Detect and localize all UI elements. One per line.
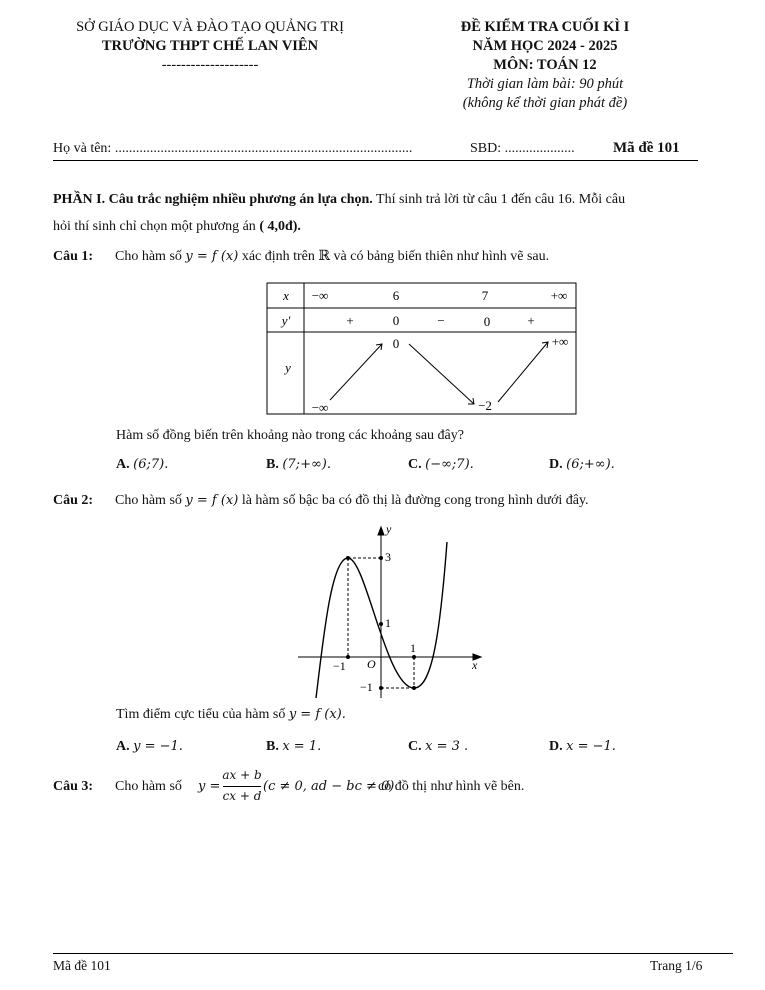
school-year: NĂM HỌC 2024 - 2025: [472, 38, 618, 54]
vt-arrow-up-1: [330, 344, 382, 400]
vt-arrow-down: [409, 344, 474, 404]
vt-y-neg-inf: −∞: [311, 400, 329, 415]
q2-text-cont: là hàm số bậc ba có đồ thị là đường cong trong hình dưới đây.: [238, 493, 589, 508]
part1-intro: [53, 190, 625, 210]
student-line-rule: [53, 160, 698, 161]
footer-exam-code: Mã đề 101: [53, 958, 111, 973]
q2-option-d[interactable]: D. x = −1.: [549, 739, 616, 754]
footer-page-number: Trang 1/6: [650, 958, 703, 973]
graph-label-x1: 1: [410, 641, 416, 655]
q2-number: Câu 2:: [53, 493, 94, 508]
part1-title: PHẦN I. Câu trắc nghiệm nhiều phương án lựa chọn.: [53, 192, 373, 207]
q1-stem: [53, 247, 549, 267]
vt-x-pos-inf: +∞: [550, 288, 568, 303]
q3-denominator: cx + d: [222, 789, 262, 803]
q1-option-b[interactable]: B. (7;+∞).: [266, 457, 331, 472]
q3-text-cont: có đồ thị như hình vẽ bên.: [378, 779, 525, 794]
q3-number-wrap: [53, 779, 115, 795]
vt-yp-zero-2: 0: [483, 314, 491, 329]
q2-stem: [53, 491, 589, 511]
vt-yp-sign-3: +: [527, 313, 535, 328]
vt-y-min: −2: [478, 398, 492, 413]
vt-y-pos-inf: +∞: [551, 334, 569, 349]
subject: MÔN: TOÁN 12: [493, 57, 597, 73]
part1-intro-line2: [53, 217, 301, 237]
exam-title: ĐỀ KIỂM TRA CUỐI KÌ I: [460, 19, 630, 35]
graph-x-label: x: [472, 658, 478, 672]
graph-label-xneg1: −1: [333, 659, 346, 673]
q3-y-equals: y =: [198, 779, 221, 794]
vt-yp-sign-1: +: [346, 313, 354, 328]
student-name-field: Họ và tên: .....................................................................................: [53, 141, 413, 156]
q3-condition: (c ≠ 0, ad − bc ≠ 0): [263, 779, 395, 794]
department-name: SỞ GIÁO DỤC VÀ ĐÀO TẠO QUẢNG TRỊ: [76, 19, 344, 35]
sbd-field: SBD: ....................: [470, 141, 575, 156]
part1-instructions-cont: hỏi thí sinh chỉ chọn một phương án: [53, 219, 260, 234]
q3-numerator: ax + b: [222, 768, 262, 782]
q1-text: Cho hàm số: [115, 249, 186, 264]
vt-y-label: y: [285, 360, 291, 375]
vt-x-label: x: [283, 288, 289, 303]
q2-function: y = f (x): [185, 493, 239, 508]
q2-question: Tìm điểm cực tiểu của hàm số y = f (x).: [116, 707, 346, 722]
variation-table: [266, 282, 578, 416]
time-limit: Thời gian làm bài: 90 phút: [466, 76, 624, 92]
vt-x-neg-inf: −∞: [311, 288, 329, 303]
part1-instructions: Thí sinh trả lời từ câu 1 đến câu 16. Mỗi câu: [372, 192, 626, 207]
q2-option-a[interactable]: A. y = −1.: [116, 739, 183, 754]
q1-text-cont: xác định trên ℝ và có bảng biến thiên như hình vẽ sau.: [238, 249, 550, 264]
vt-yprime-label: y′: [281, 313, 291, 328]
exam-header: [430, 18, 660, 113]
vt-y-max: 0: [392, 336, 400, 351]
q1-option-d[interactable]: D. (6;+∞).: [549, 457, 615, 472]
vt-yp-zero-1: 0: [392, 313, 400, 328]
time-note: (không kể thời gian phát đề): [462, 95, 628, 111]
cubic-graph: [296, 524, 486, 700]
graph-y-label: y: [386, 524, 392, 536]
school-name: TRƯỜNG THPT CHẾ LAN VIÊN: [101, 38, 319, 54]
vt-arrow-up-2: [498, 342, 548, 402]
graph-label-yneg1: −1: [360, 680, 373, 694]
q1-function: y = f (x): [185, 249, 239, 264]
q3-text: Cho hàm số: [115, 779, 182, 794]
q2-option-b[interactable]: B. x = 1.: [266, 739, 322, 754]
q1-option-c[interactable]: C. (−∞;7).: [408, 457, 474, 472]
q2-text: Cho hàm số: [115, 493, 186, 508]
q1-option-a[interactable]: A. (6;7).: [116, 457, 169, 472]
q2-option-c[interactable]: C. x = 3 .: [408, 739, 469, 754]
q1-question: Hàm số đồng biến trên khoảng nào trong các khoảng sau đây?: [116, 428, 464, 443]
q1-number: Câu 1:: [53, 249, 94, 264]
graph-label-y1: 1: [385, 616, 391, 630]
header-divider: --------------------: [161, 57, 259, 73]
q3-fraction-bar: [223, 786, 261, 787]
part1-points: ( 4,0đ).: [259, 219, 301, 234]
school-header: [40, 18, 380, 75]
footer-rule: [53, 953, 733, 954]
exam-code: Mã đề 101: [613, 140, 680, 156]
graph-origin-label: O: [367, 657, 376, 671]
vt-x-6: 6: [392, 288, 400, 303]
vt-x-7: 7: [481, 288, 489, 303]
vt-yp-sign-2: −: [437, 313, 445, 328]
graph-label-3: 3: [385, 550, 391, 564]
y-axis-arrow: [378, 527, 384, 535]
q3-number: Câu 3:: [53, 779, 94, 794]
